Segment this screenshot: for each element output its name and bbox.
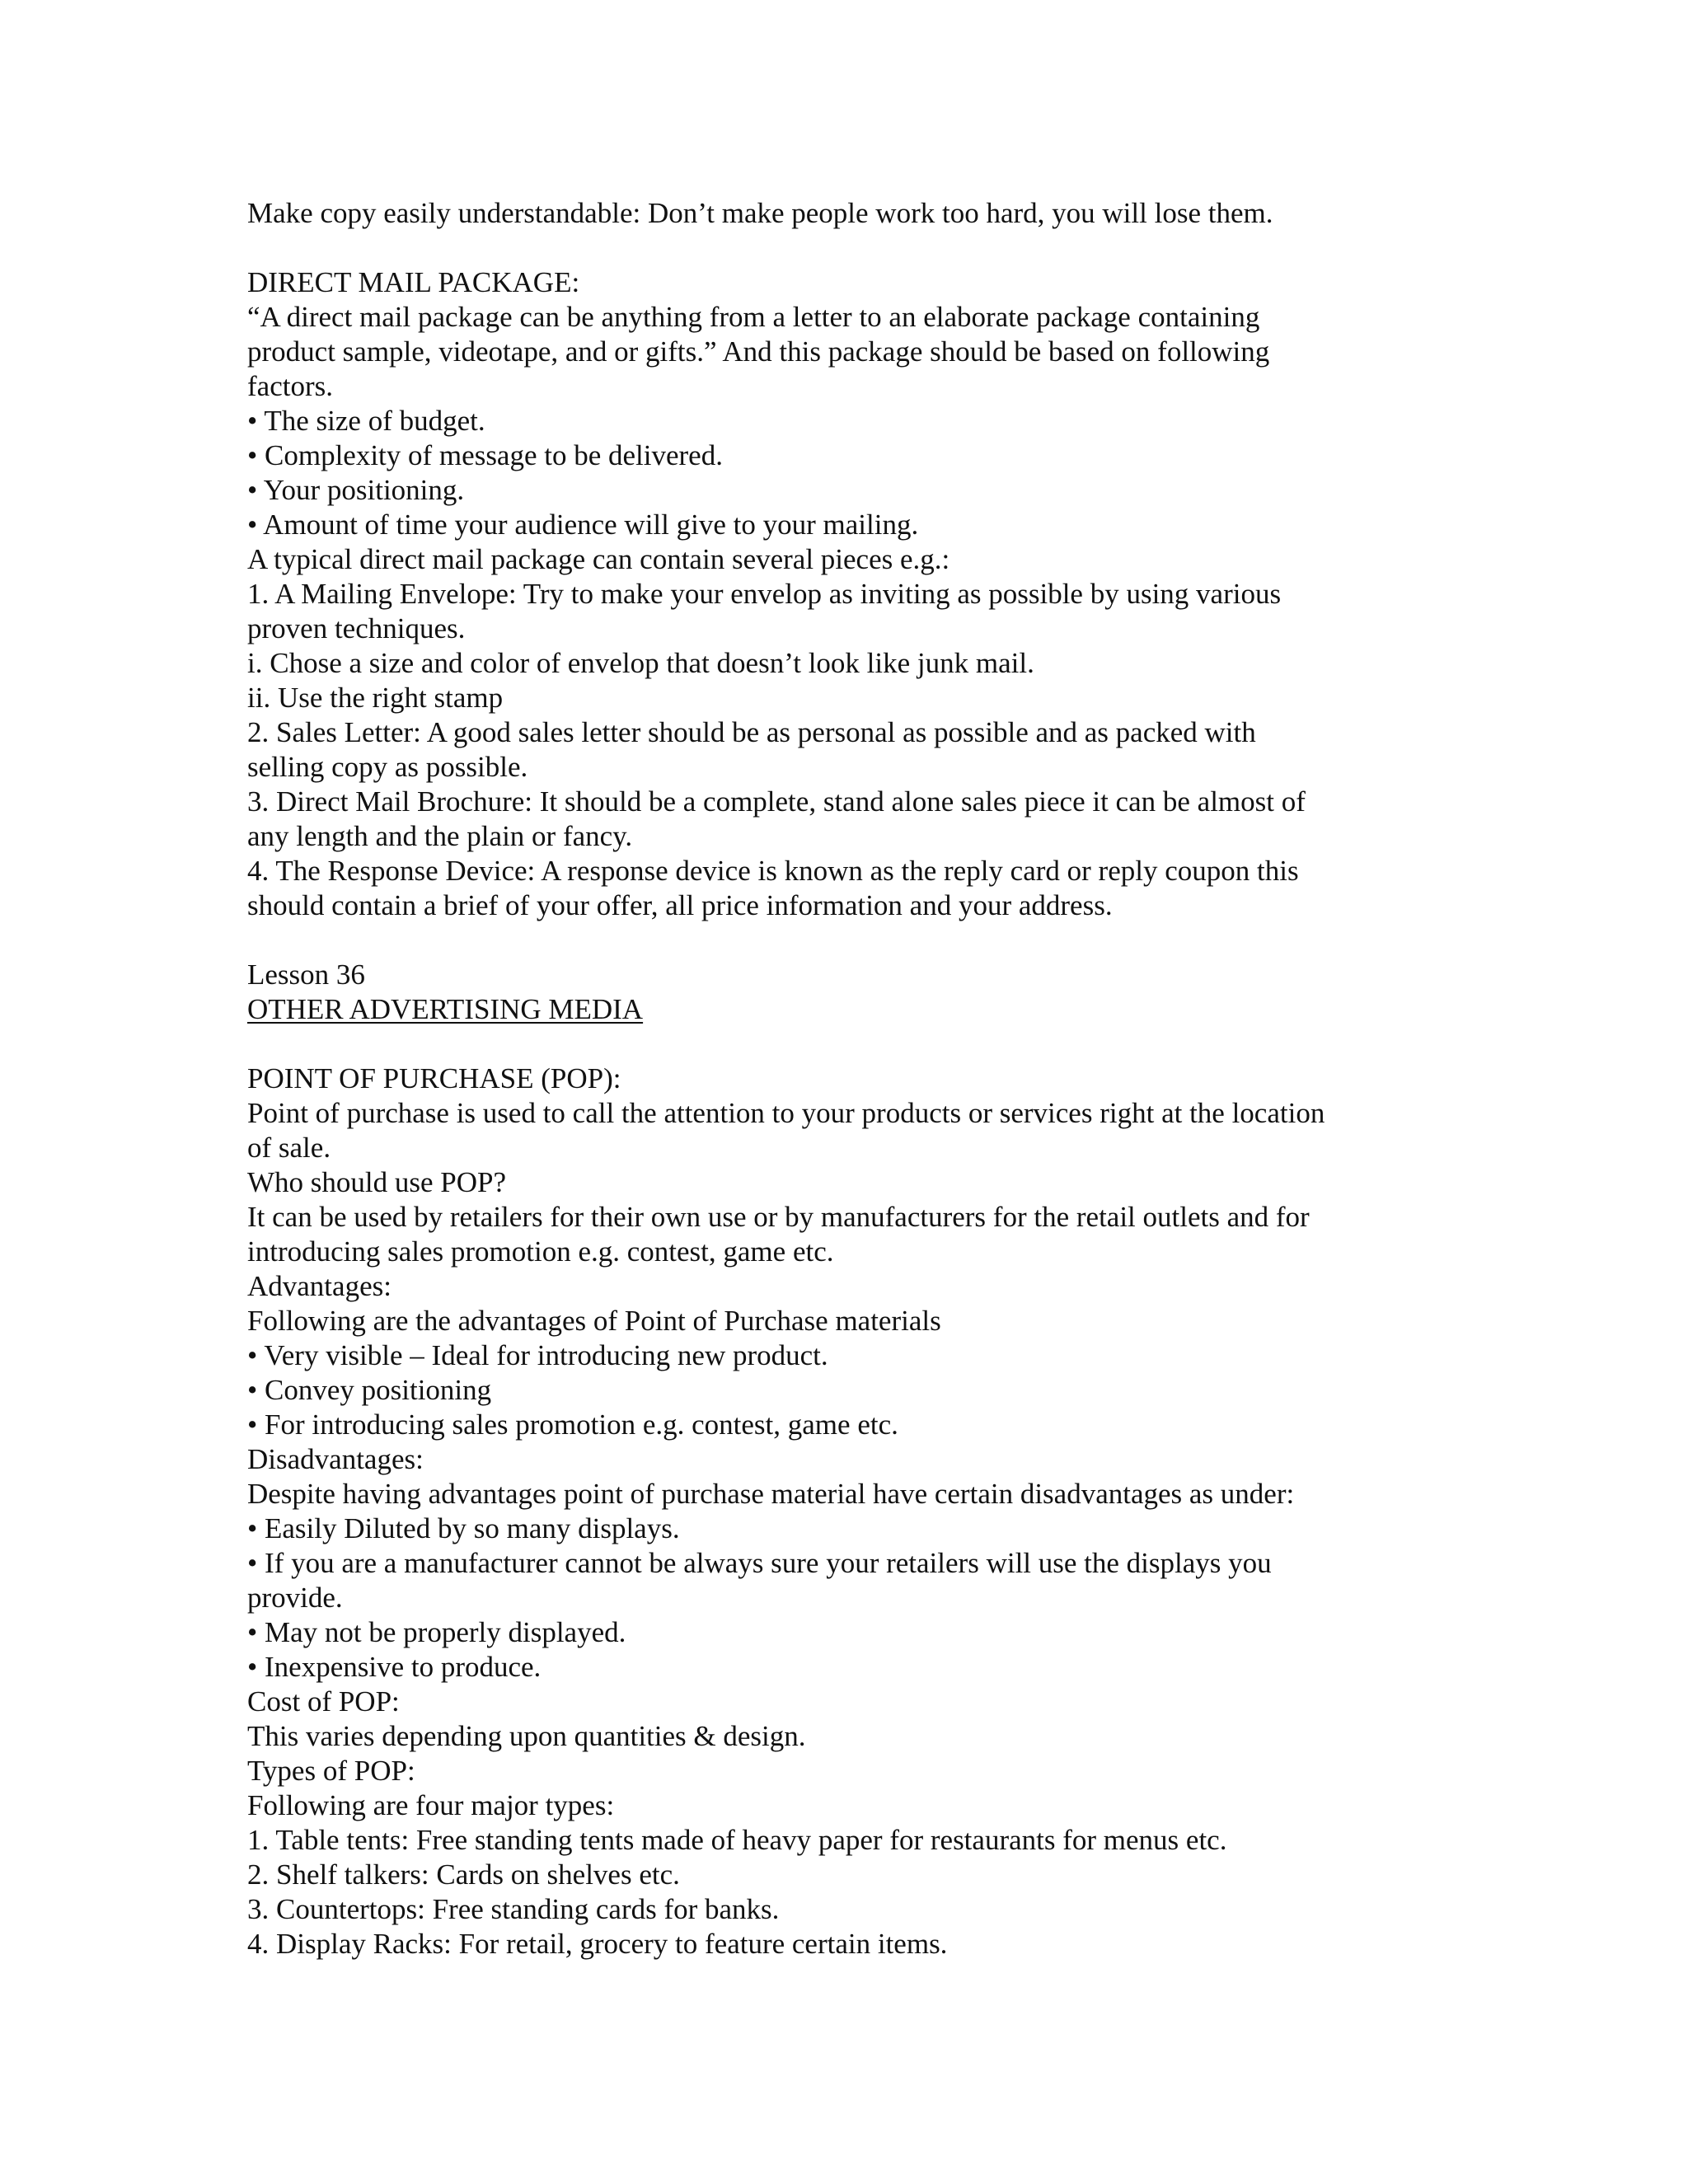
who-text-line: It can be used by retailers for their own use or by manufacturers for the retail outlets and for: [247, 1201, 1310, 1233]
lesson-title: [247, 992, 1467, 1027]
disadvantage-bullet: • Inexpensive to produce.: [247, 1651, 542, 1683]
pop-heading: POINT OF PURCHASE (POP):: [247, 1062, 621, 1094]
advantage-bullet: • Convey positioning: [247, 1374, 492, 1406]
document-page: [247, 196, 1467, 1961]
types-heading: Types of POP:: [247, 1755, 415, 1787]
types-intro: Following are four major types:: [247, 1789, 615, 1821]
advantages-intro: Following are the advantages of Point of Purchase materials: [247, 1305, 941, 1337]
factor-bullet: • The size of budget.: [247, 405, 485, 437]
type-item: 1. Table tents: Free standing tents made of heavy paper for restaurants for menus etc.: [247, 1824, 1227, 1856]
direct-mail-quote-line: factors.: [247, 370, 333, 402]
piece-line: proven techniques.: [247, 612, 466, 644]
piece-line: 4. The Response Device: A response device is known as the reply card or reply coupon this: [247, 855, 1299, 887]
intro-line: Make copy easily understandable: Don’t make people work too hard, you will lose them.: [247, 197, 1273, 229]
factor-bullet: • Your positioning.: [247, 474, 465, 506]
lesson-title-text: OTHER ADVERTISING MEDIA: [247, 993, 644, 1025]
direct-mail-heading: DIRECT MAIL PACKAGE:: [247, 266, 580, 298]
disadvantage-bullet: provide.: [247, 1582, 343, 1614]
pop-definition-line: Point of purchase is used to call the attention to your products or services right at the location: [247, 1097, 1325, 1129]
piece-line: i. Chose a size and color of envelop that doesn’t look like junk mail.: [247, 647, 1034, 679]
piece-line: 2. Sales Letter: A good sales letter should be as personal as possible and as packed with: [247, 716, 1256, 748]
blank-line: [247, 923, 1467, 958]
type-item: 4. Display Racks: For retail, grocery to feature certain items.: [247, 1928, 948, 1960]
disadvantages-heading: Disadvantages:: [247, 1443, 424, 1475]
disadvantages-intro: Despite having advantages point of purchase material have certain disadvantages as under:: [247, 1478, 1295, 1510]
who-heading: Who should use POP?: [247, 1166, 507, 1198]
cost-text: This varies depending upon quantities & design.: [247, 1720, 806, 1752]
advantages-heading: Advantages:: [247, 1270, 392, 1302]
lesson-number: Lesson 36: [247, 958, 365, 991]
disadvantage-bullet: • If you are a manufacturer cannot be always sure your retailers will use the displays you: [247, 1547, 1272, 1579]
piece-line: 1. A Mailing Envelope: Try to make your envelop as inviting as possible by using various: [247, 578, 1282, 610]
factor-bullet: • Amount of time your audience will give to your mailing.: [247, 509, 919, 541]
blank-line: [247, 1027, 1467, 1062]
advantage-bullet: • Very visible – Ideal for introducing new product.: [247, 1339, 828, 1371]
direct-mail-quote-line: “A direct mail package can be anything from a letter to an elaborate package containing: [247, 301, 1260, 333]
cost-heading: Cost of POP:: [247, 1685, 400, 1718]
piece-line: should contain a brief of your offer, all price information and your address.: [247, 889, 1113, 921]
factor-bullet: • Complexity of message to be delivered.: [247, 439, 723, 471]
piece-line: ii. Use the right stamp: [247, 682, 504, 714]
pop-definition-line: of sale.: [247, 1132, 331, 1164]
disadvantage-bullet: • Easily Diluted by so many displays.: [247, 1512, 680, 1544]
disadvantage-bullet: • May not be properly displayed.: [247, 1616, 626, 1648]
direct-mail-quote-line: product sample, videotape, and or gifts.” And this package should be based on following: [247, 335, 1270, 368]
piece-line: 3. Direct Mail Brochure: It should be a complete, stand alone sales piece it can be almost of: [247, 785, 1306, 818]
blank-line: [247, 231, 1467, 265]
type-item: 3. Countertops: Free standing cards for banks.: [247, 1893, 780, 1925]
pieces-intro: A typical direct mail package can contain several pieces e.g.:: [247, 543, 950, 575]
piece-line: any length and the plain or fancy.: [247, 820, 633, 852]
who-text-line: introducing sales promotion e.g. contest, game etc.: [247, 1235, 834, 1268]
type-item: 2. Shelf talkers: Cards on shelves etc.: [247, 1858, 680, 1891]
piece-line: selling copy as possible.: [247, 751, 528, 783]
advantage-bullet: • For introducing sales promotion e.g. contest, game etc.: [247, 1408, 898, 1441]
